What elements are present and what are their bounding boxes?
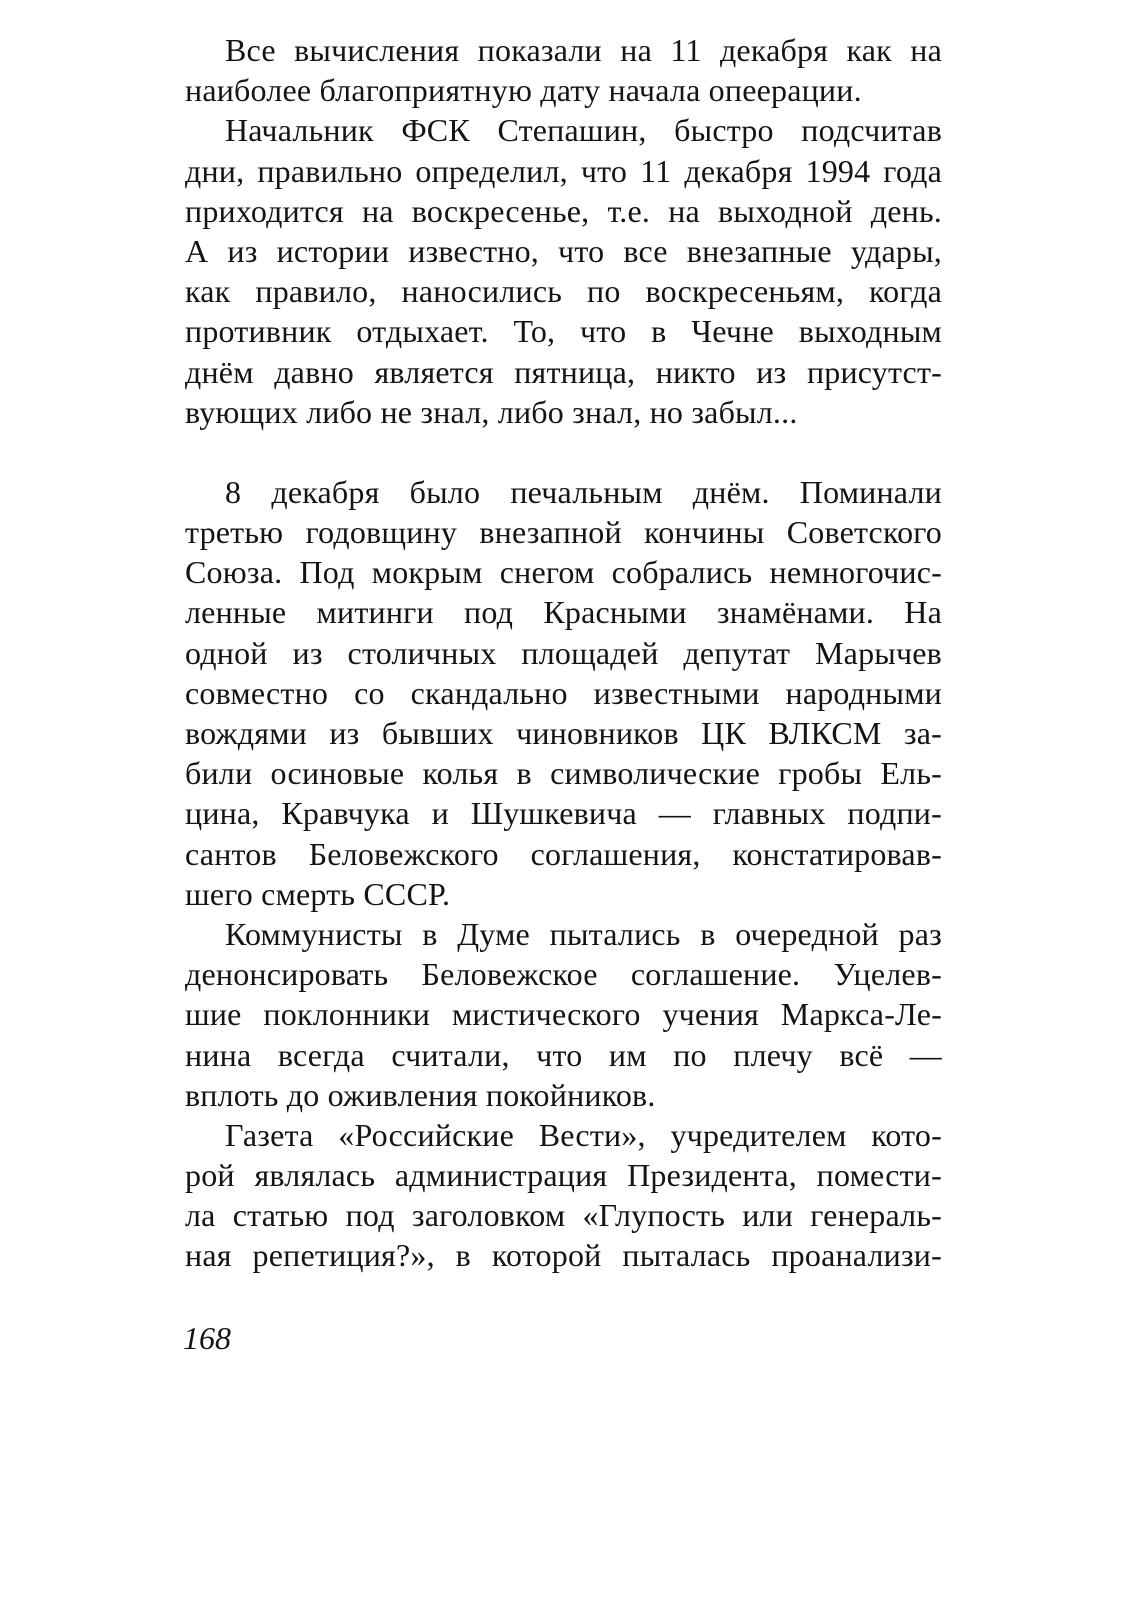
text-line: днём давно является пятница, никто из присутст- xyxy=(185,353,942,390)
text-line: Газета «Российские Вести», учредителем кото- xyxy=(225,1116,942,1153)
text-line: как правило, наносились по воскресеньям, когда xyxy=(185,273,942,310)
text-line: Коммунисты в Думе пытались в очередной раз xyxy=(225,915,942,952)
text-line: шие поклонники мистического учения Маркса-Ле- xyxy=(185,996,942,1033)
text-line: третью годовщину внезапной кончины Советского xyxy=(185,514,942,551)
text-line: ленные митинги под Красными знамёнами. На xyxy=(185,594,942,631)
text-line: Союза. Под мокрым снегом собрались немногочис- xyxy=(185,554,942,591)
paragraph-1 xyxy=(185,30,942,110)
text-line: денонсировать Беловежское соглашение. Уцелев- xyxy=(185,956,942,993)
text-line: шего смерть СССР. xyxy=(185,875,451,912)
text-line: сантов Беловежского соглашения, констатировав- xyxy=(185,835,942,872)
text-line: вождями из бывших чиновников ЦК ВЛКСМ за- xyxy=(185,715,942,751)
body-text xyxy=(185,30,942,1276)
text-line: противник отдыхает. То, что в Чечне выходным xyxy=(185,313,942,350)
text-line: цина, Кравчука и Шушкевича — главных подпи- xyxy=(185,795,942,832)
text-line: били осиновые колья в символические гробы Ель- xyxy=(185,755,942,792)
text-line: одной из столичных площадей депутат Марычев xyxy=(185,634,942,671)
text-line: вующих либо не знал, либо знал, но забыл... xyxy=(185,393,798,430)
paragraph-4 xyxy=(185,914,942,1115)
text-line: Начальник ФСК Степашин, быстро подсчитав xyxy=(225,112,942,149)
text-line: А из истории известно, что все внезапные удары, xyxy=(185,232,942,269)
text-line: приходится на воскресенье, т.е. на выходной день. xyxy=(185,192,942,229)
text-line: 8 декабря было печальным днём. Поминали xyxy=(225,473,942,510)
text-line: ная репетиция?», в которой пыталась проанализи- xyxy=(185,1237,942,1274)
text-line: ла статью под заголовком «Глупость или генераль- xyxy=(185,1197,942,1234)
text-line: Все вычисления показали на 11 декабря как на xyxy=(225,32,942,68)
text-line: совместно со скандально известными народными xyxy=(185,674,942,711)
paragraph-2 xyxy=(185,110,942,432)
paragraph-3 xyxy=(185,472,942,914)
text-line: дни, правильно определил, что 11 декабря 1994 года xyxy=(185,152,942,189)
text-line: рой являлась администрация Президента, помести- xyxy=(185,1157,942,1194)
page-number: 168 xyxy=(183,1320,231,1356)
section-break xyxy=(185,432,942,472)
text-line: вплоть до оживления покойников. xyxy=(185,1076,656,1113)
paragraph-5 xyxy=(185,1115,942,1276)
text-line: нина всегда считали, что им по плечу всё — xyxy=(185,1036,942,1073)
text-line: наиболее благоприятную дату начала опеерации. xyxy=(185,72,862,109)
